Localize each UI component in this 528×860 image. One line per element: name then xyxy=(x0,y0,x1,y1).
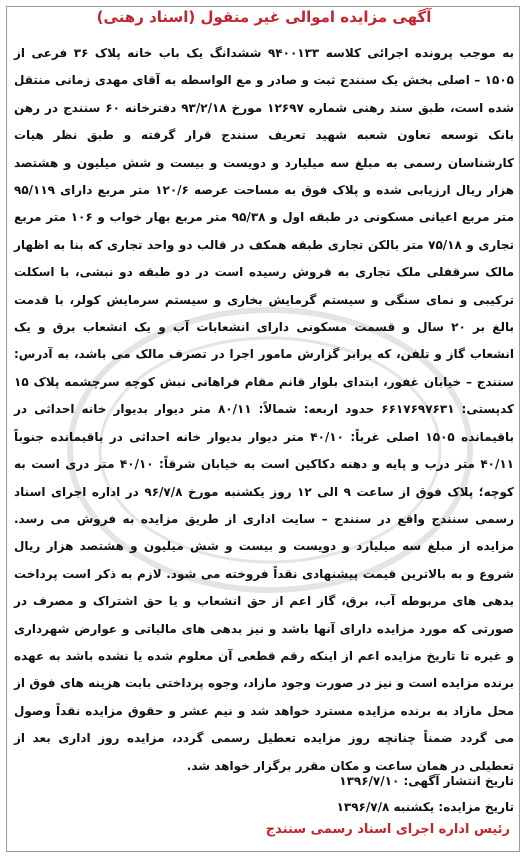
dates-block xyxy=(337,768,514,820)
auction-date: تاریخ مزایده: یکشنبه ۱۳۹۶/۷/۸ xyxy=(336,800,514,814)
announcement-body xyxy=(14,40,514,780)
publish-date: تاریخ انتشار آگهی: ۱۳۹۶/۷/۱۰ xyxy=(339,774,514,788)
page-title: آگهی مزایده اموالی غیر منقول (اسناد رهنی) xyxy=(96,8,432,26)
announcement-text: به موجب پرونده اجرائی کلاسه ۹۴۰۰۱۳۳ ششدانگ یک باب خانه پلاک ۳۶ فرعی از ۱۵۰۵ – اصلی بخش یک سنندج ثبت و صادر و مع الواسطه به آقای مهدی زمانی منتقل شده است، طبق سند رهنی شماره ۱۲۶۹۷ مورخ ۹۳/۲/۱۸ دفترخانه ۶۰ سنندج در رهن بانک توسعه تعاون شعبه شهید تعریف سنندج قرار گرفته و طبق نظر هیات کارشناسان رسمی به مبلغ سه میلیارد و دویست و بیست و شش میلیون و هشتصد هزار ریال ارزیابی شده و پلاک فوق به مساحت عرصه ۱۲۰/۶ متر مربع دارای ۹۵/۱۱۹ متر مربع اعیانی مسکونی در طبقه اول و ۹۵/۳۸ متر مربع بهار خواب و ۱۰۶ متر مربع تجاری و ۷۵/۱۸ متر بالکن تجاری طبقه همکف در قالب دو واحد تجاری که بنا به اظهار مالک سرقفلی ملک تجاری به فروش رسیده است در دو طبقه دو نبشی، با اسکلت ترکیبی و نمای سنگی و سیستم گرمایش بخاری و سیستم سرمایش کولر، با قدمت بالغ بر ۲۰ سال و قسمت مسکونی دارای انشعابات آب و یک انشعاب برق و یک انشعاب گاز و تلفن، که برابر گزارش مامور اجرا در تصرف مالک می باشد، به آدرس: سنندج – خیابان غفور، ابتدای بلوار قانم مقام فراهانی نبش کوچه سرچشمه پلاک ۱۵ کدپستی: ۶۶۱۷۶۹۷۶۳۱ حدود اربعه: شمالاً: ۸۰/۱۱ متر دیوار بدیوار خانه احداثی در باقیمانده ۱۵۰۵ اصلی غرباً: ۴۰/۱۰ متر دیوار بدیوار خانه احداثی در باقیمانده جنوباً ۴۰/۱۱ متر درب و پایه و دهنه دکاکین است به خیابان شرقاً: ۴۰/۱۰ متر دری است به کوچه؛ پلاک فوق از ساعت ۹ الی ۱۲ روز یکشنبه مورخ ۹۶/۷/۸ در اداره اجرای اسناد رسمی سنندج واقع در سنندج – سایت اداری از طریق مزایده به فروش می رسد. مزایده از مبلغ سه میلیارد و دویست و بیست و شش میلیون و هشتصد هزار ریال شروع و به بالاترین قیمت پیشنهادی نقداً فروخته می شود. لازم به ذکر است پرداخت بدهی های مربوطه آب، برق، گاز اعم از حق انشعاب و یا حق اشتراک و مصرف در صورتی که مورد مزایده دارای آنها باشد و نیز بدهی های مالیاتی و عوارض شهرداری و غیره تا تاریخ مزایده اعم از اینکه رقم قطعی آن معلوم شده یا نشده باشد به عهده برنده مزایده است و نیز در صورت وجود مازاد، وجوه پرداختی بابت هزینه های فوق از محل مازاد به برنده مزایده مسترد خواهد شد و نیم عشر و حقوق مزایده نقداً وصول می گردد ضمناً چنانچه روز مزایده تعطیل رسمی گردد، مزایده روز اداری بعد از تعطیلی در همان ساعت و مکان مقرر برگزار خواهد شد. xyxy=(14,46,515,773)
signature: رئیس اداره اجرای اسناد رسمی سنندج xyxy=(265,822,510,837)
